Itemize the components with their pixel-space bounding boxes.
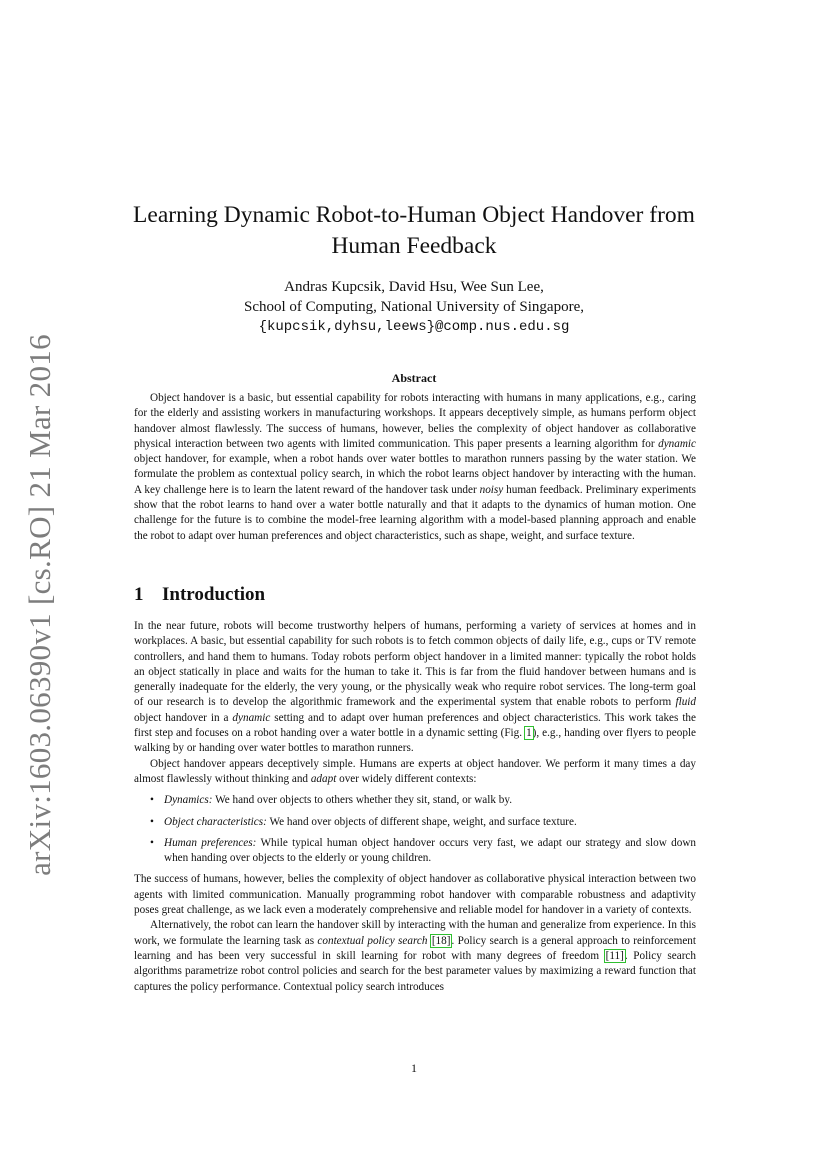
page-number: 1 (411, 1061, 417, 1075)
citation-link-18[interactable]: [18] (431, 934, 451, 947)
author-emails: {kupcsik,dyhsu,leews}@comp.nus.edu.sg (258, 319, 570, 335)
paper-title (100, 200, 728, 262)
arxiv-identifier-text: arXiv:1603.06390v1 [cs.RO] 21 Mar 2016 (22, 334, 57, 876)
intro-paragraph-1: In the near future, robots will become trustworthy helpers of humans, performing a variety of services at homes and in workplaces. A basic, but essential capability for such robots is to fetch common objects of daily life, e.g., cups or TV remote controllers, and hand them to humans. Today robots perform object handover in a limited manner: typically the robot holds an object statically in place and waits for the human to take it. This is far from the fluid handover between humans and is generally inadequate for the elderly, the very young, or the physically weak who require robot services. The long-term goal of our research is to develop the algorithmic framework and the experimental system that enable robots to perform fluid object handover in a dynamic setting and to adapt over human preferences and object characteristics. This work takes the first step and focuses on a robot handing over a water bottle in a dynamic setting (Fig. 1), e.g., handing over flyers to people walking by or handing over water bottles to marathon runners. (134, 620, 696, 755)
introduction-body (134, 619, 696, 995)
list-item: • Human preferences: While typical human object handover occurs very fast, we adapt our strategy and slow down when handing over objects to the elderly or young children. (164, 836, 696, 867)
section-title: Introduction (162, 584, 266, 605)
intro-paragraph-4: Alternatively, the robot can learn the handover skill by interacting with the human and generalize from experience. In this work, we formulate the learning task as contextual policy search [18]. Policy search is a general approach to reinforcement learning and has been very successful in skill learning for robot with many degrees of freedom [11]. Policy search algorithms parametrize robot control policies and search for the best parameter values by maximizing a reward function that captures the policy performance. Contextual policy search introduces (134, 919, 696, 993)
paper-title-line-1: Learning Dynamic Robot-to-Human Object Handover from (133, 202, 695, 228)
figure-reference-link[interactable]: 1 (526, 727, 532, 740)
list-item: • Dynamics: We hand over objects to others whether they sit, stand, or walk by. (164, 793, 696, 808)
paper-title-line-2: Human Feedback (331, 233, 497, 259)
author-block (100, 277, 728, 337)
arxiv-identifier (22, 334, 58, 876)
citation-link-11[interactable]: [11] (605, 949, 624, 962)
intro-paragraph-2: Object handover appears deceptively simple. Humans are experts at object handover. We perform it many times a day almost flawlessly without thinking and adapt over widely different contexts: (134, 757, 696, 785)
section-number: 1 (134, 584, 144, 605)
intro-paragraph-3: The success of humans, however, belies the complexity of object handover as collaborative physical interaction between two agents with limited communication. Manually programming robot handover with comparable robustness and adaptivity poses great challenge, as we lack even a moderately comprehensive and reliable model for handover in a variety of contexts. (134, 873, 696, 917)
context-list (134, 793, 696, 866)
author-affiliation: School of Computing, National University of Singapore, (244, 299, 584, 315)
section-heading-introduction (134, 584, 265, 606)
abstract-heading: Abstract (391, 371, 437, 385)
author-names: Andras Kupcsik, David Hsu, Wee Sun Lee, (284, 279, 544, 295)
list-item: • Object characteristics: We hand over objects of different shape, weight, and surface texture. (164, 815, 696, 830)
abstract-text: Object handover is a basic, but essential capability for robots interacting with humans in many applications, e.g., caring for the elderly and assisting workers in manufacturing workshops. It appears deceptively simple, as humans perform object handover almost flawlessly. The success of humans, however, belies the complexity of object handover as collaborative physical interaction between two agents with limited communication. This paper presents a learning algorithm for dynamic object handover, for example, when a robot hands over water bottles to marathon runners passing by the water station. We formulate the problem as contextual policy search, in which the robot learns object handover by interacting with the human. A key challenge here is to learn the latent reward of the handover task under noisy human feedback. Preliminary experiments show that the robot learns to hand over a water bottle naturally and that it adapts to the dynamics of human motion. One challenge for the future is to combine the model-free learning algorithm with a model-based planning approach and enable the robot to adapt over human preferences and object characteristics, such as shape, weight, and surface texture. (134, 392, 696, 542)
